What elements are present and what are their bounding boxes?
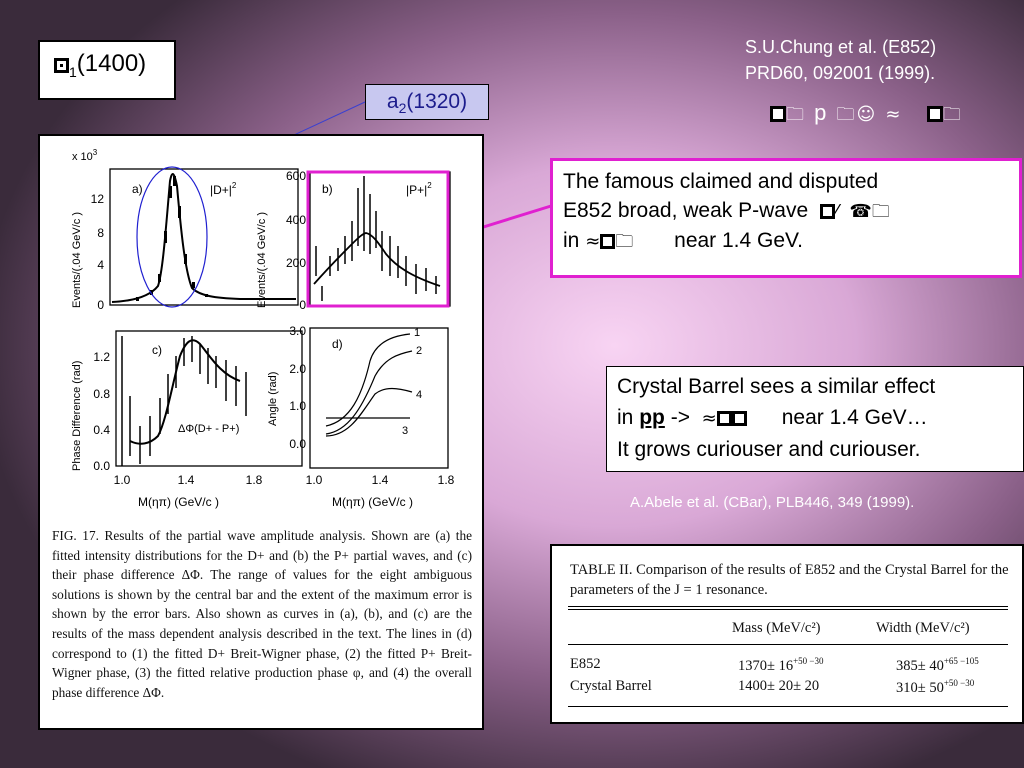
table-header-width: Width (MeV/c²) (876, 620, 970, 636)
table-rule (568, 706, 1008, 707)
claim-line2: E852 broad, weak P-wave ⁄ ☎🗀 (563, 199, 890, 222)
svg-text:0.8: 0.8 (93, 387, 110, 401)
panel-d (267, 324, 455, 509)
square-glyph-icon (717, 411, 732, 426)
panel-c-ylabel: Phase Difference (rad) (71, 360, 83, 471)
panel-d-xticks (306, 473, 455, 487)
svg-text:1.0: 1.0 (289, 399, 306, 413)
svg-text:1.4: 1.4 (177, 473, 195, 487)
svg-text:0.0: 0.0 (93, 459, 110, 473)
panel-d-xlabel: M(ηπ) (GeV/c ) (332, 495, 413, 509)
claim-line3: in ≈ 🗀 near 1.4 GeV. (563, 229, 803, 252)
title-subscript: 1 (69, 63, 77, 80)
citation-top-line2: PRD60, 092001 (1999). (745, 63, 936, 83)
svg-text:0.4: 0.4 (93, 423, 110, 437)
table-cell-mass: 1400± 20± 20 (738, 678, 820, 694)
svg-text:1.2: 1.2 (93, 350, 110, 364)
citation-top-line1: S.U.Chung et al. (E852) (745, 37, 937, 57)
svg-text:400: 400 (285, 213, 306, 227)
square-glyph-icon (732, 411, 747, 426)
panel-c-xticks (114, 473, 263, 487)
a2-label-subscript: 2 (398, 100, 407, 117)
panel-d-yticks (289, 324, 306, 451)
wave-glyph-icon: ≈ (585, 231, 601, 252)
multiplier-label: x $10^3$ (72, 148, 98, 163)
svg-text:1: 1 (414, 327, 421, 339)
panel-a-label: a) (132, 182, 143, 196)
phone-glyph-icon: ☎ (849, 201, 872, 222)
panel-a-yticks (91, 192, 105, 312)
crystal-barrel-box (606, 366, 1024, 472)
svg-text:1.0: 1.0 (113, 473, 131, 487)
panel-a-points (136, 176, 208, 301)
cb-line1: Crystal Barrel sees a similar effect (617, 375, 936, 398)
table-rule (568, 609, 1008, 610)
panel-c-errorbars (122, 336, 246, 466)
folder-glyph-icon: 🗀 (836, 104, 857, 125)
title-text: (1400) (76, 50, 147, 77)
figure-panel (38, 134, 484, 730)
panel-b-label: b) (322, 182, 333, 196)
panel-b-yticks (286, 169, 306, 312)
panel-d-label: d) (332, 337, 343, 351)
svg-text:2: 2 (416, 345, 423, 357)
table-row-name: Crystal Barrel (570, 678, 652, 694)
panel-a-legend: $|D+|^2$ (210, 181, 237, 197)
figure-plots (40, 136, 482, 521)
table-cell-width: $385\pm 40^{+65 -105}$ (896, 656, 979, 674)
panel-c-label: c) (152, 343, 162, 357)
folder-glyph-icon: 🗀 (615, 231, 634, 252)
wave-glyph-icon: ≈ (885, 104, 903, 125)
folder-glyph-icon: 🗀 (942, 104, 963, 125)
panel-c-xlabel: M(ηπ) (GeV/c ) (138, 495, 219, 509)
table-caption: TABLE II. Comparison of the results of E852 and the Crystal Barrel for the parameters of the J = 1 resonance. (570, 562, 1009, 598)
figure-caption: FIG. 17. Results of the partial wave amplitude analysis. Shown are (a) the fitted intensity distributions for the D+ and (b) the P+ partial waves, and (c) their phase difference ΔΦ. The range of values for the eight ambiguous solutions is shown by the central bar and the extent of the maximum error is shown by the error bars. Also shown as curves in (a), (b), and (c) are the results of the mass dependent analysis described in the text. The lines in (d) correspond to (1) the fitted D+ Breit-Wigner phase, (2) the fitted P+ Breit-Wigner phase, (3) the fitted relative production phase φ, and (4) the overall phase difference ΔΦ. (52, 528, 472, 700)
cb-line3: It grows curiouser and curiouser. (617, 438, 921, 461)
folder-glyph-icon: 🗀 (786, 104, 806, 125)
svg-text:1.0: 1.0 (305, 473, 323, 487)
svg-text:2.0: 2.0 (289, 362, 306, 376)
svg-text:0: 0 (299, 298, 306, 312)
claim-line1: The famous claimed and disputed (563, 170, 879, 193)
smiley-glyph-icon: ☺ (856, 104, 878, 125)
claim-box (550, 158, 1022, 278)
svg-text:0: 0 (97, 298, 104, 312)
square-glyph-icon (820, 204, 835, 219)
svg-text:1.8: 1.8 (245, 473, 263, 487)
table-rule (568, 644, 1008, 645)
panel-c-legend: ΔΦ(D+ - P+) (178, 423, 240, 435)
svg-text:0.0: 0.0 (289, 437, 306, 451)
panel-b-ylabel: Events/(.04 GeV/c ) (256, 212, 268, 308)
table-cell-width: $310\pm 50^{+50 -30}$ (896, 678, 975, 696)
panel-c-yticks (93, 350, 110, 473)
a2-label-mass: (1320) (406, 90, 468, 113)
citation-cb: A.Abele et al. (CBar), PLB446, 349 (1999). (630, 494, 915, 511)
svg-text:4: 4 (416, 389, 423, 401)
table-row-name: E852 (570, 656, 601, 672)
panel-b (256, 169, 450, 312)
folder-glyph-icon: 🗀 (871, 201, 890, 222)
svg-text:3: 3 (402, 425, 409, 437)
panel-a-ylabel: Events/(.04 GeV/c ) (71, 212, 83, 308)
svg-text:8: 8 (97, 226, 104, 240)
a2-label-text: a (386, 90, 399, 113)
svg-text:1.8: 1.8 (437, 473, 455, 487)
table-rule (568, 606, 1008, 607)
panel-b-curve (314, 233, 440, 286)
svg-text:1.4: 1.4 (371, 473, 389, 487)
panel-d-frame (310, 328, 448, 468)
table-cell-mass: $1370\pm 16^{+50 -30}$ (738, 656, 824, 674)
panel-b-legend: $|P+|^2$ (406, 181, 432, 197)
svg-text:200: 200 (285, 256, 306, 270)
svg-text:12: 12 (90, 192, 104, 206)
square-glyph-icon (600, 234, 615, 249)
panel-d-curve-labels (402, 327, 422, 437)
svg-text:600: 600 (285, 169, 306, 183)
svg-text:3.0: 3.0 (289, 324, 306, 338)
table-header-mass: Mass (MeV/c²) (732, 620, 821, 636)
cb-line2: in pp -> ≈ near 1.4 GeV… (617, 406, 928, 429)
wave-glyph-icon: ≈ (701, 408, 717, 429)
p-character: p (814, 100, 829, 125)
table-panel (550, 544, 1024, 724)
svg-text:4: 4 (97, 258, 104, 272)
slash-glyph-icon: ⁄ (834, 201, 838, 222)
panel-d-ylabel: Angle (rad) (267, 371, 279, 426)
